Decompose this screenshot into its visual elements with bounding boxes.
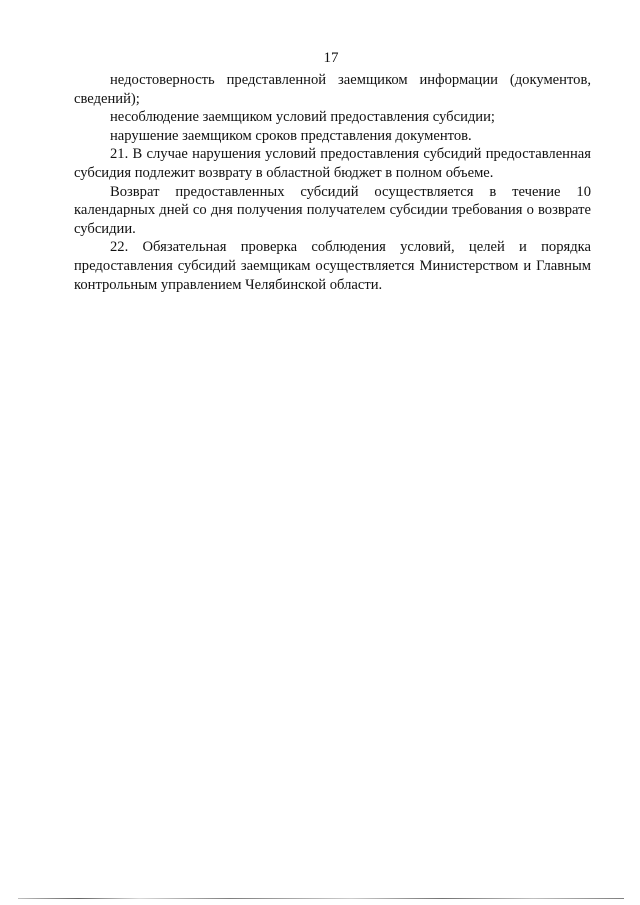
paragraph-non-compliance: несоблюдение заемщиком условий предоставления субсидии;: [110, 109, 495, 126]
page-number: 17: [323, 50, 339, 66]
paragraph-deadline-violation: нарушение заемщиком сроков представления документов.: [110, 127, 472, 144]
paragraph-unreliable-info: недостоверность представленной заемщиком информации (документов, сведений);: [74, 72, 591, 107]
scan-edge-line: [18, 898, 624, 899]
paragraph-item-21: 21. В случае нарушения условий предоставления субсидий предоставленная субсидия подлежит возврату в областной бюджет в полном объеме.: [74, 146, 591, 181]
paragraph-refund-term: Возврат предоставленных субсидий осуществляется в течение 10 календарных дней со дня получения получателем субсидии требования о возврате субсидии.: [74, 183, 591, 237]
document-body: [74, 71, 591, 294]
paragraph-item-22: 22. Обязательная проверка соблюдения условий, целей и порядка предоставления субсидий заемщикам осуществляется Министерством и Главным контрольным управлением Челябинской области.: [74, 239, 591, 293]
